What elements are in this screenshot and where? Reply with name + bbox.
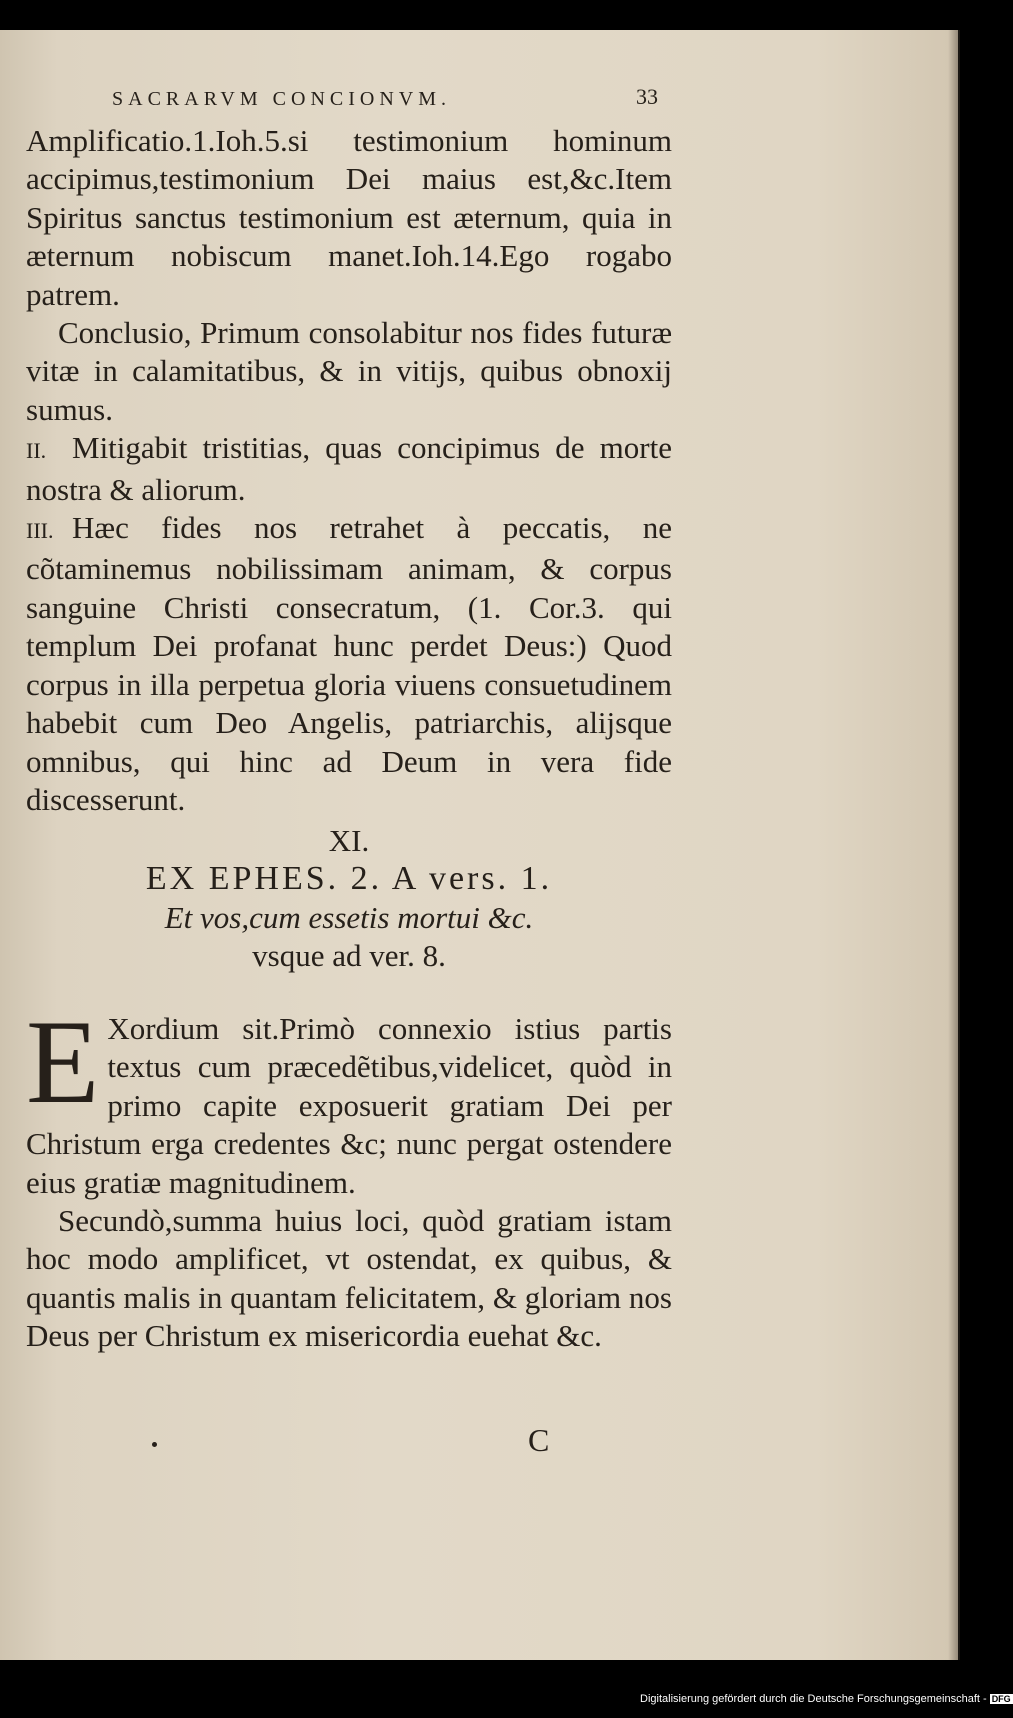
paragraph-item-2 xyxy=(26,429,672,509)
section-numeral: XI. xyxy=(328,823,370,858)
dfg-logo: DFG xyxy=(991,1694,1011,1704)
drop-cap: E xyxy=(26,995,100,1128)
paragraph-secundo: Secundò,summa huius loci, quòd gratiam istam hoc modo amplificet, vt ostendat, ex quibus, & quantis malis in quantam felicitatem, & gloriam nos Deus per Christum ex misericordia euehat &c. xyxy=(26,1203,672,1354)
paragraph-amplificatio: Amplificatio.1.Ioh.5.si testimonium hominum accipimus,testimonium Dei maius est,&c.Item Spiritus sanctus testimonium est æternum, quia in æternum nobiscum manet.Ioh.14.Ego rogabo patrem. xyxy=(26,123,672,312)
signature-mark: C xyxy=(528,1422,550,1458)
footer-text: Digitalisierung gefördert durch die Deutsche Forschungsgemeinschaft - xyxy=(640,1693,987,1705)
book-page xyxy=(0,30,960,1660)
item-numeral-2: II. xyxy=(26,438,47,464)
page-number: 33 xyxy=(636,84,658,109)
item-numeral-3: III. xyxy=(26,518,54,544)
paragraph-conclusio: Conclusio, Primum consolabitur nos fides futuræ vitæ in calamitatibus, & in vitijs, quibus obnoxij sumus. xyxy=(26,315,672,427)
paragraph-exordium xyxy=(26,995,672,1202)
paragraph-item-3 xyxy=(26,509,672,819)
section-title: EX EPHES. 2. A vers. 1. xyxy=(145,860,553,898)
section-verse-range: vsque ad ver. 8. xyxy=(252,938,446,974)
digitization-footer xyxy=(640,1693,1011,1705)
section-incipit: Et vos,cum essetis mortui &c. xyxy=(164,899,534,935)
text-block-section-2 xyxy=(26,995,672,1356)
item-text-2: Mitigabit tristitias, quas concipimus de morte nostra & aliorum. xyxy=(26,430,672,507)
exordium-text: Xordium sit.Primò connexio istius partis textus cum præcedẽtibus,videlicet, quòd in primo capite exposuerit gratiam Dei per Christum erga credentes &c; nunc pergat ostendere eius gratiæ magnitudinem. xyxy=(26,1011,672,1200)
section-heading xyxy=(26,822,672,976)
running-title: SACRARVM CONCIONVM. xyxy=(112,88,451,110)
ink-dot xyxy=(152,1442,157,1447)
item-text-3: Hæc fides nos retrahet à peccatis, ne cõtaminemus nobilissimam animam, & corpus sanguine Christi consecratum, (1. Cor.3. qui templum Dei profanat hunc perdet Deus:) Quod corpus in illa perpetua gloria viuens consuetudinem habebit cum Deo Angelis, patriarchis, alijsque omnibus, qui hinc ad Deum in vera fide discesserunt. xyxy=(26,510,672,817)
text-block-section-1 xyxy=(26,122,672,819)
